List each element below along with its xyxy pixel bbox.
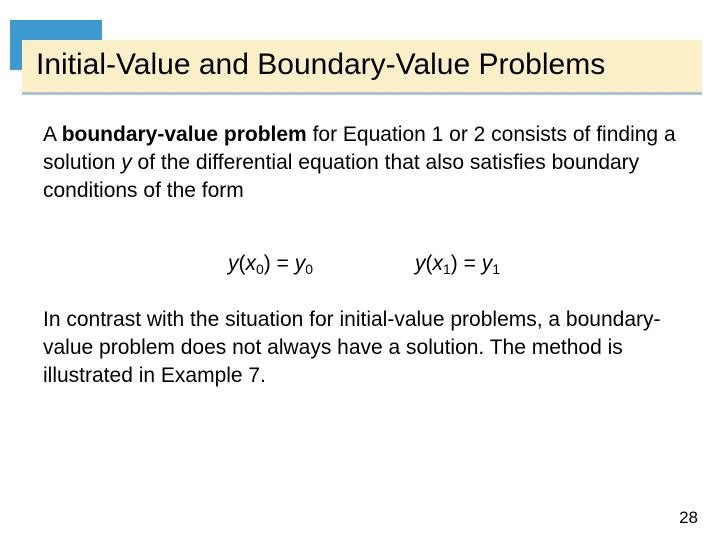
eq2-sub: 1 xyxy=(443,261,451,277)
eq1-open: ( xyxy=(238,252,246,275)
para1-bold-term: boundary-value problem xyxy=(61,123,307,146)
eq2-close: ) = xyxy=(450,252,482,275)
eq1-rhs: y xyxy=(294,252,306,275)
eq2-fn: y xyxy=(415,252,426,275)
eq2-var: x xyxy=(432,252,443,275)
eq2-rhs: y xyxy=(481,252,493,275)
eq1-close: ) = xyxy=(263,252,295,275)
eq1-var: x xyxy=(245,252,256,275)
boundary-condition-1 xyxy=(228,250,313,278)
slide-title: Initial-Value and Boundary-Value Problems xyxy=(36,48,606,81)
boundary-condition-2 xyxy=(415,250,500,278)
page-number: 28 xyxy=(679,508,698,527)
eq2-open: ( xyxy=(425,252,433,275)
para1-mid: for Equation 1 or 2 consists of finding a solution xyxy=(43,123,676,174)
title-underline xyxy=(22,92,702,95)
para1-lead: A xyxy=(43,123,62,146)
para1-var-y: y xyxy=(121,151,132,174)
paragraph-boundary-definition xyxy=(43,121,693,205)
para1-tail: of the differential equation that also satisfies boundary conditions of the form xyxy=(43,151,640,202)
eq2-rhs-sub: 1 xyxy=(492,261,501,277)
eq1-rhs-sub: 0 xyxy=(305,261,314,277)
eq1-sub: 0 xyxy=(256,261,264,277)
eq1-fn: y xyxy=(228,252,239,275)
paragraph-contrast: In contrast with the situation for initial-value problems, a boundary-value problem does not always have a solution. The method is illustrated in Example 7. xyxy=(43,308,661,387)
